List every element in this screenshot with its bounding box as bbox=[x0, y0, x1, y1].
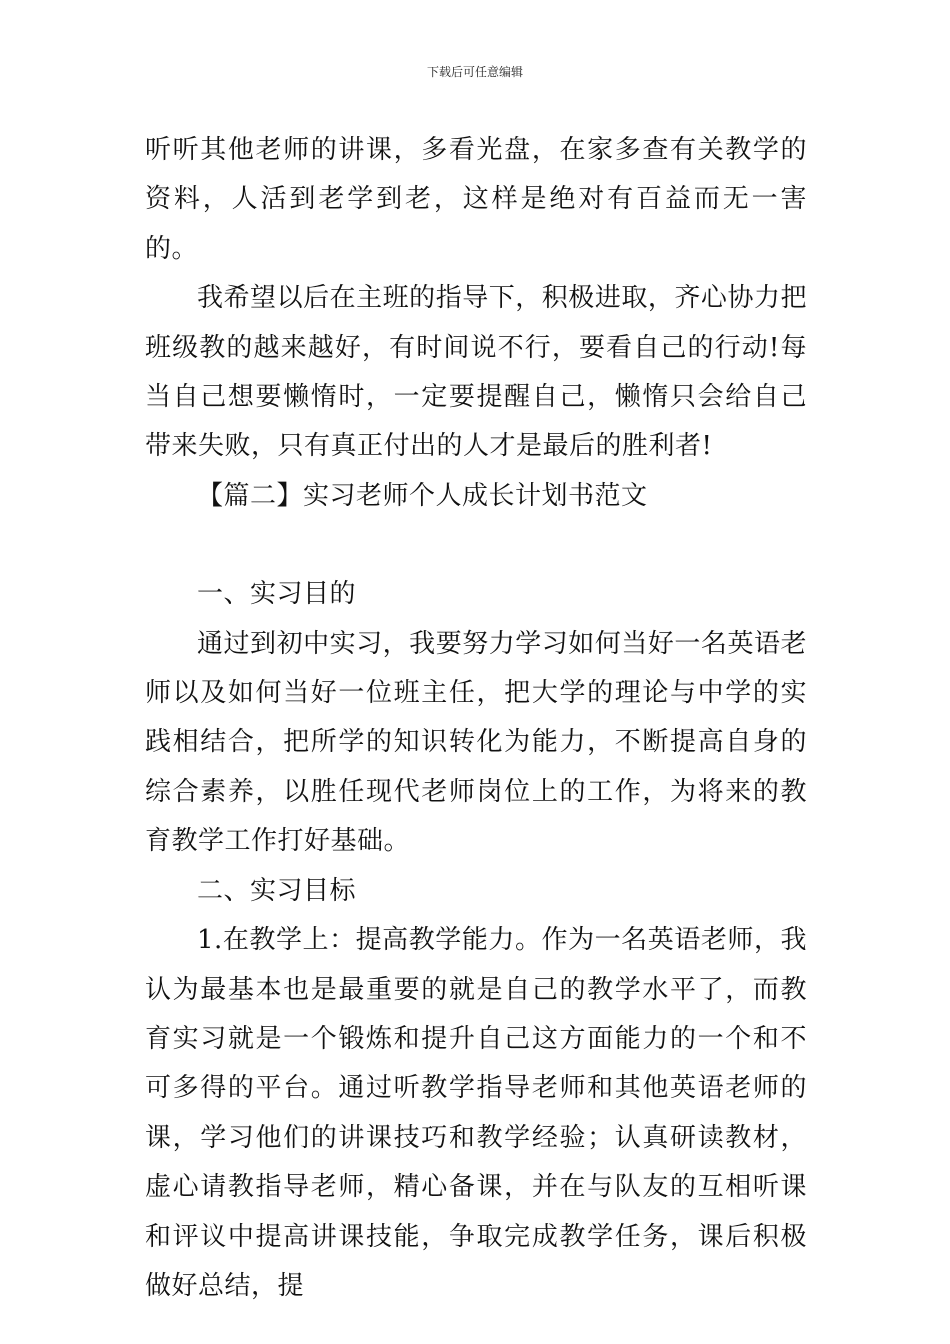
section-title: 【篇二】实习老师个人成长计划书范文 bbox=[197, 480, 648, 511]
body-paragraph: 听听其他老师的讲课，多看光盘，在家多查有关教学的资料，人活到老学到老，这样是绝对有百益而无一害的。 bbox=[145, 135, 807, 264]
body-paragraph: 1.在教学上：提高教学能力。作为一名英语老师，我认为最基本也是最重要的就是自己的教学水平了，而教育实习就是一个锻炼和提升自己这方面能力的一个和不可多得的平台。通过听教学指导老师和其他英语老师的课，学习他们的讲课技巧和教学经验；认真研读教材，虚心请教指导老师，精心备课，并在与队友的互相听课和评议中提高讲课技能，争取完成教学任务，课后积极做好总结，提 bbox=[145, 925, 807, 1301]
heading-purpose: 一、实习目的 bbox=[197, 579, 357, 610]
document-body bbox=[145, 126, 807, 1311]
body-paragraph: 我希望以后在主班的指导下，积极进取，齐心协力把班级教的越来越好，有时间说不行，要看自己的行动!每当自己想要懒惰时，一定要提醒自己，懒惰只会给自己带来失败，只有真正付出的人才是最后的胜利者! bbox=[145, 283, 807, 462]
heading-goals: 二、实习目标 bbox=[197, 875, 357, 906]
body-paragraph: 通过到初中实习，我要努力学习如何当好一名英语老师以及如何当好一位班主任，把大学的理论与中学的实践相结合，把所学的知识转化为能力，不断提高自身的综合素养，以胜任现代老师岗位上的工作，为将来的教育教学工作打好基础。 bbox=[145, 628, 807, 857]
blank-line bbox=[145, 521, 807, 570]
page-header-note: 下载后可任意编辑 bbox=[426, 65, 523, 79]
